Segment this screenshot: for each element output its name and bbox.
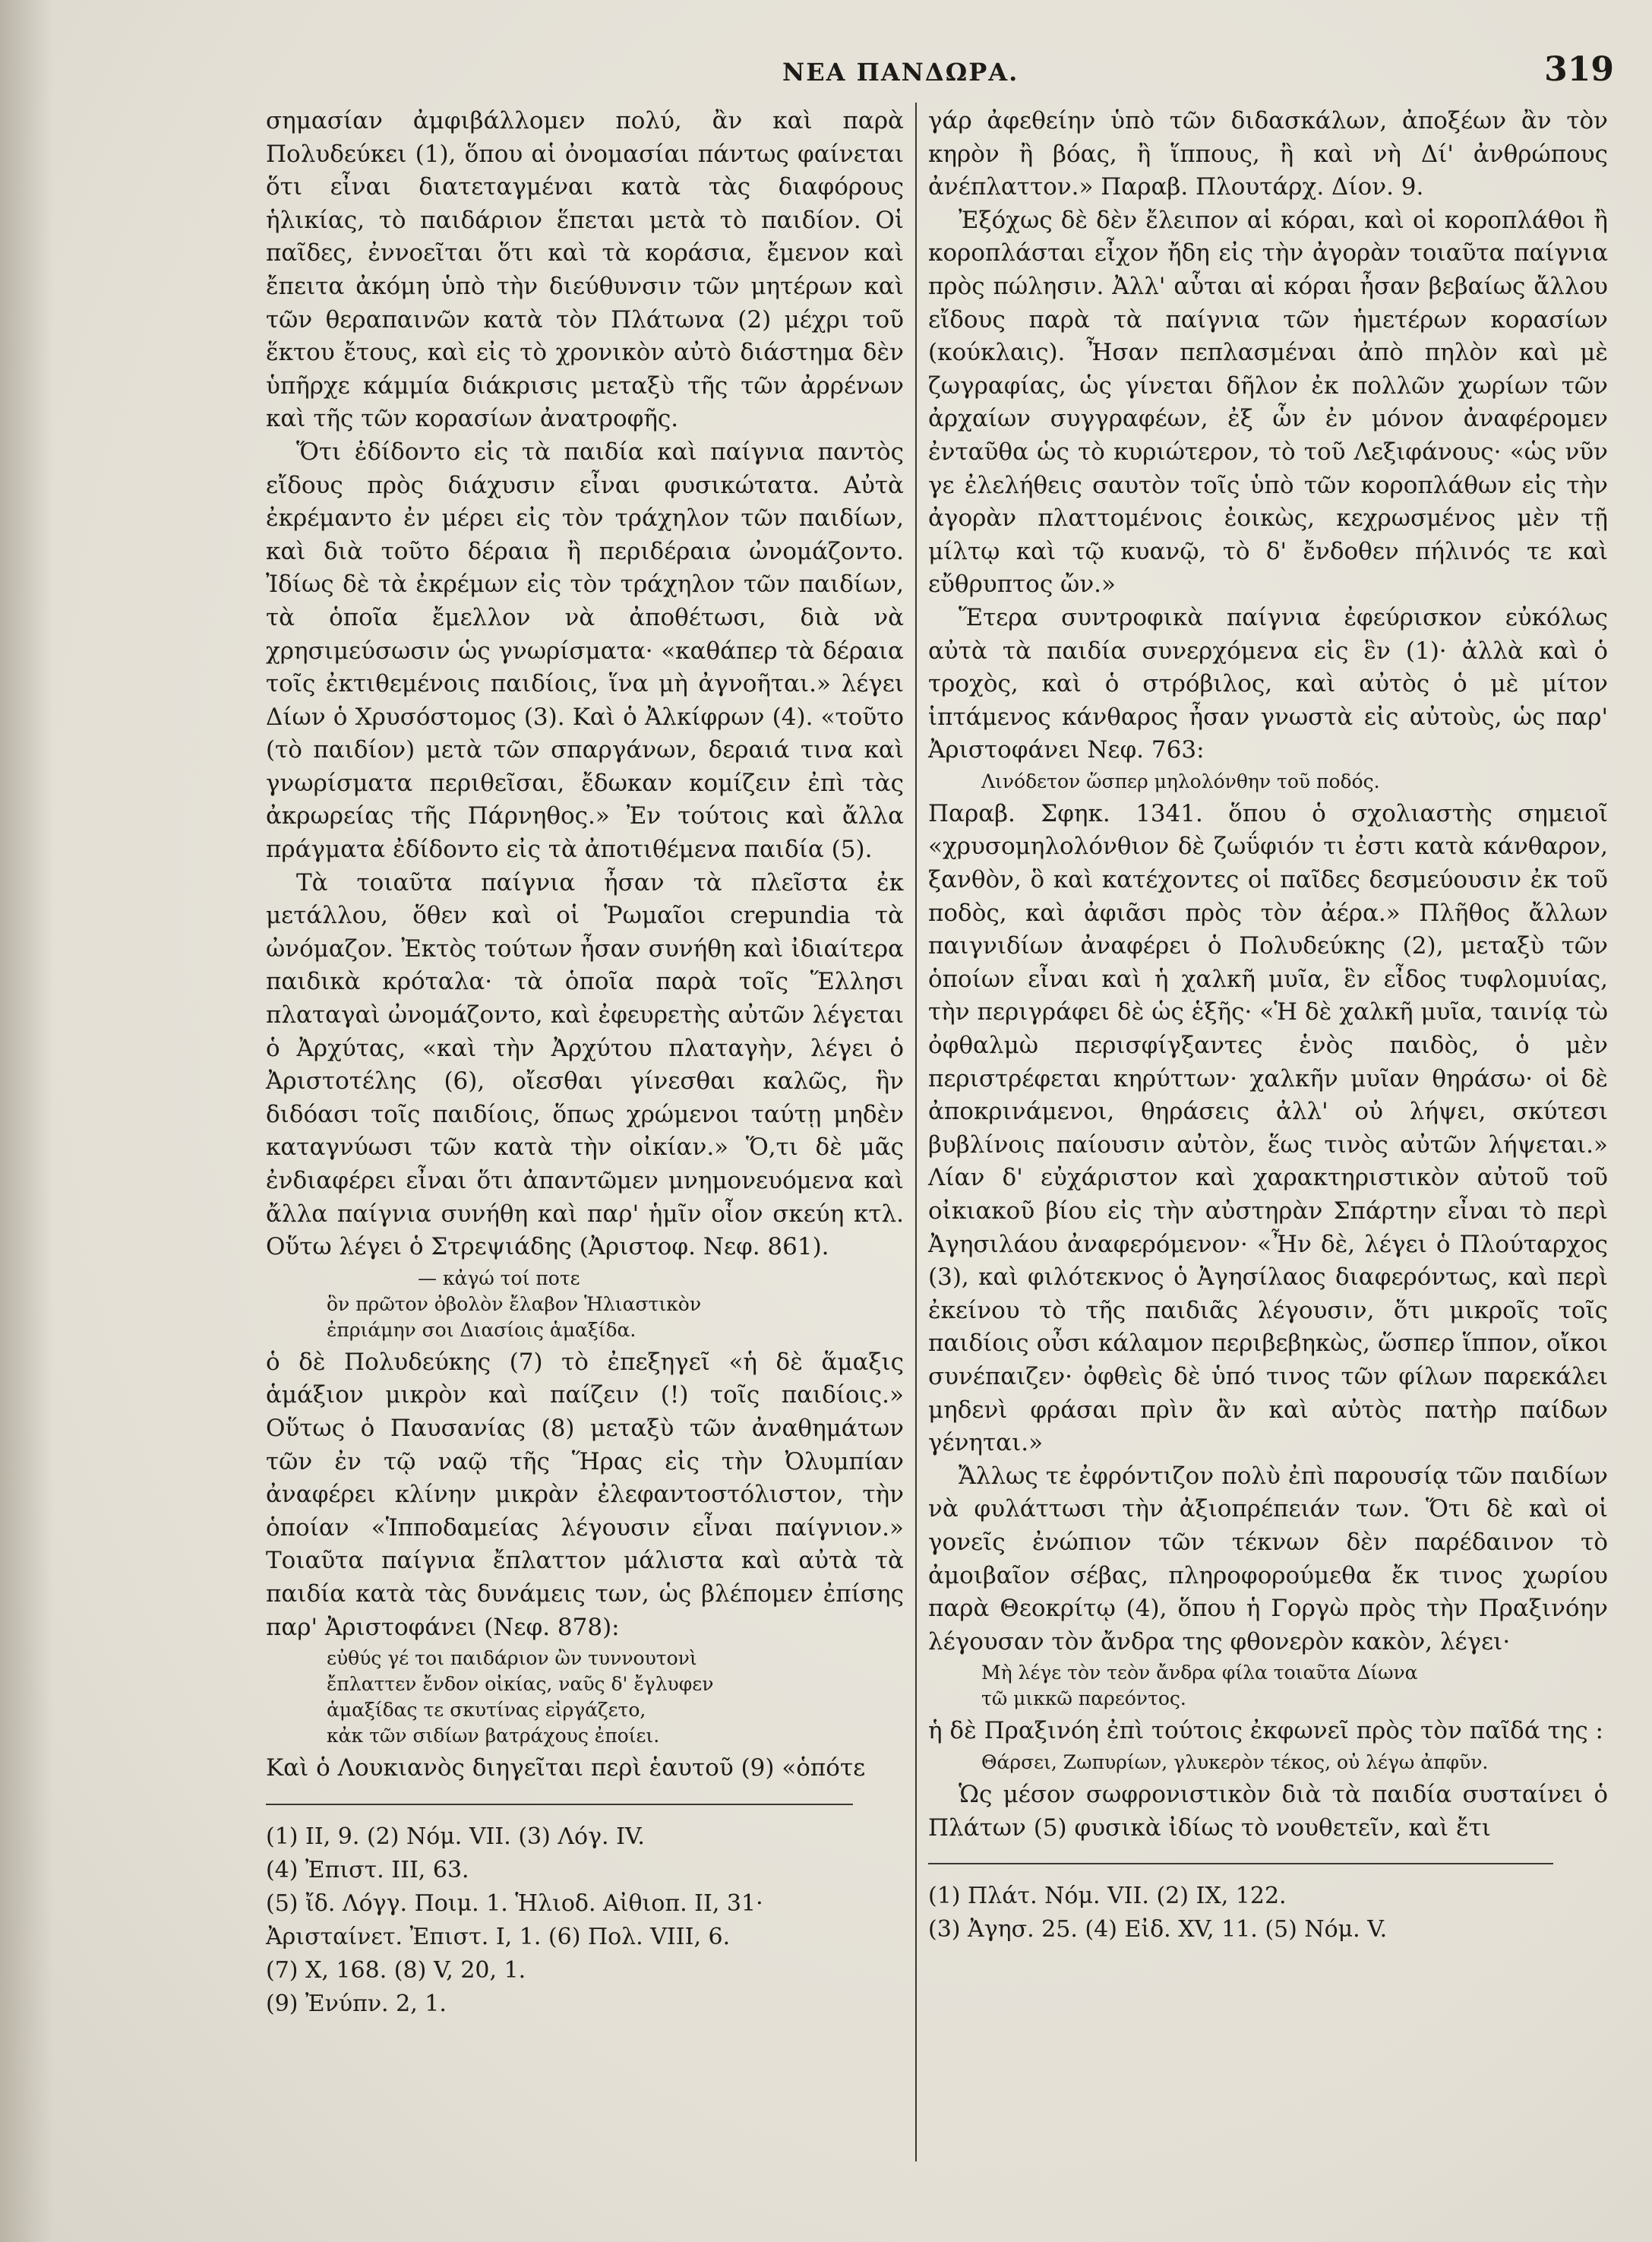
running-title: ΝΕΑ ΠΑΝΔΩΡΑ. <box>782 58 1019 87</box>
verse-line: — κἀγώ τοί ποτε <box>418 1266 580 1289</box>
footnote: (9) Ἐνύπν. 2, 1. <box>266 1990 447 2017</box>
verse-line: Λινόδετον ὥσπερ μηλολόνθην τοῦ ποδός. <box>981 770 1380 792</box>
paragraph: ἡ δὲ Πραξινόη ἐπὶ τούτοις ἐκφωνεῖ πρὸς τὸν παῖδά της : <box>928 1717 1603 1745</box>
footnote: (4) Ἐπιστ. III, 63. <box>266 1856 469 1883</box>
footnote: (7) X, 168. (8) V, 20, 1. <box>266 1956 526 1984</box>
verse-line: ἔπλαττεν ἔνδον οἰκίας, ναῦς δ' ἔγλυφεν <box>327 1673 714 1696</box>
footnotes <box>266 1820 904 2021</box>
verse-line: ἐπριάμην σοι Διασίοις ἁμαξίδα. <box>327 1318 636 1341</box>
verse-quote <box>327 1266 904 1343</box>
footnote-rule <box>928 1863 1553 1864</box>
paragraph: Ἐξόχως δὲ δὲν ἔλειπον αἱ κόραι, καὶ οἱ κοροπλάθοι ἢ κοροπλάσται εἶχον ἤδη εἰς τὴν ἀγορὰν τοιαῦτα παίγνια πρὸς πώλησιν. Ἀλλ' αὗται αἱ κόραι ἦσαν βεβαίως ἄλλου εἴδους παρὰ τὰ παίγνια τῶν ἡμετέρων κορασίων (κούκλαις). Ἦσαν πεπλασμέναι ἀπὸ πηλὸν καὶ μὲ ζωγραφίας, ὡς γίνεται δῆλον ἐκ πολλῶν χωρίων τῶν ἀρχαίων συγγραφέων, ἐξ ὧν ἐν μόνον ἀναφέρομεν ἐνταῦθα ὡς τὸ κυριώτερον, τὸ τοῦ Λεξιφάνους· «ὡς νῦν γε ἐλελήθεις σαυτὸν τοῖς ὑπὸ τῶν κοροπλάθων εἰς τὴν ἀγορὰν πλαττομένοις ἐοικὼς, κεχρωσμένος μὲν τῇ μίλτῳ καὶ τῷ κυανῷ, τὸ δ' ἔνδοθεν πήλινός τε καὶ εὔθρυπτος ὤν.» <box>928 206 1608 599</box>
footnote: (1) Πλάτ. Νόμ. VII. (2) IX, 122. <box>928 1883 1287 1910</box>
page-number: 319 <box>1544 50 1614 89</box>
footnote: (5) ἴδ. Λόγγ. Ποιμ. 1. Ἡλιοδ. Αἰθιοπ. II, 31· Ἀρισταίνετ. Ἐπιστ. I, 1. (6) Πολ. VIII, 6. <box>266 1889 763 1950</box>
verse-line: τῶ μικκῶ παρεόντος. <box>981 1687 1186 1710</box>
verse-line: Μὴ λέγε τὸν τεὸν ἄνδρα φίλα τοιαῦτα Δίωνα <box>981 1662 1418 1684</box>
verse-quote <box>327 1646 904 1749</box>
verse-line: εὐθύς γέ τοι παιδάριον ὢν τυννουτονὶ <box>327 1647 697 1670</box>
footnote: (1) II, 9. (2) Νόμ. VII. (3) Λόγ. IV. <box>266 1823 645 1850</box>
verse-quote <box>981 1750 1608 1776</box>
right-column <box>928 105 1608 1946</box>
verse-line: ἁμαξίδας τε σκυτίνας εἰργάζετο, <box>327 1699 646 1722</box>
footnote-rule <box>266 1804 853 1805</box>
paragraph: Ὅτι ἐδίδοντο εἰς τὰ παιδία καὶ παίγνια παντὸς εἴδους πρὸς διάχυσιν εἶναι φυσικώτατα. Αὐτὰ ἐκρέμαντο ἐν μέρει εἰς τὸν τράχηλον τῶν παιδίων, καὶ διὰ τοῦτο δέραια ἢ περιδέραια ὠνομάζοντο. Ἰδίως δὲ τὰ ἐκρέμων εἰς τὸν τράχηλον τῶν παιδίων, τὰ ὁποῖα ἔμελλον νὰ ἀποθέτωσι, διὰ νὰ χρησιμεύσωσιν ὡς γνωρίσματα· «καθάπερ τὰ δέραια τοῖς ἐκτιθεμένοις παιδίοις, ἵνα μὴ ἀγνοῆται.» λέγει Δίων ὁ Χρυσόστομος (3). Καὶ ὁ Ἀλκίφρων (4). «τοῦτο (τὸ παιδίον) μετὰ τῶν σπαργάνων, δεραιά τινα καὶ γνωρίσματα περιθεῖσαι, ἔδωκαν κομίζειν ἐπὶ τὰς ἀκρωρείας τῆς Πάρνηθος.» Ἐν τούτοις καὶ ἄλλα πράγματα ἐδίδοντο εἰς τὰ ἀποτιθέμενα παιδία (5). <box>266 438 904 864</box>
paragraph: Ὡς μέσον σωφρονιστικὸν διὰ τὰ παιδία συσταίνει ὁ Πλάτων (5) φυσικὰ ἰδίως τὸ νουθετεῖν, καὶ ἔτι <box>928 1780 1608 1842</box>
left-column <box>266 105 904 2021</box>
column-divider <box>915 103 917 2161</box>
paragraph: Τὰ τοιαῦτα παίγνια ἦσαν τὰ πλεῖστα ἐκ μετάλλου, ὅθεν καὶ οἱ Ῥωμαῖοι crepundia τὰ ὠνόμαζον. Ἐκτὸς τούτων ἦσαν συνήθη καὶ ἰδιαίτερα παιδικὰ κρόταλα· τὰ ὁποῖα παρὰ τοῖς Ἕλλησι πλαταγαὶ ὠνομάζοντο, καὶ ἐφευρετὴς αὐτῶν λέγεται ὁ Ἀρχύτας, «καὶ τὴν Ἀρχύτου πλαταγὴν, λέγει ὁ Ἀριστοτέλης (6), οἴεσθαι γίνεσθαι καλῶς, ἣν διδόασι τοῖς παιδίοις, ὅπως χρώμενοι ταύτῃ μηδὲν καταγνύωσι τῶν κατὰ τὴν οἰκίαν.» Ὅ,τι δὲ μᾶς ἐνδιαφέρει εἶναι ὅτι ἀπαντῶμεν μνημονευόμενα καὶ ἄλλα παίγνια συνήθη καὶ παρ' ἡμῖν οἷον σκεύη κτλ. Οὕτω λέγει ὁ Στρεψιάδης (Ἀριστοφ. Νεφ. 861). <box>266 868 904 1261</box>
verse-line: ὃν πρῶτον ὀβολὸν ἔλαβον Ἡλιαστικὸν <box>327 1292 702 1315</box>
verse-line: Θάρσει, Ζωπυρίων, γλυκερὸν τέκος, οὐ λέγω ἀπφῦν. <box>981 1750 1489 1773</box>
paragraph: Ἄλλως τε ἐφρόντιζον πολὺ ἐπὶ παρουσίᾳ τῶν παιδίων νὰ φυλάττωσι τὴν ἀξιοπρέπειάν των. Ὅτι δὲ καὶ οἱ γονεῖς ἐνώπιον τῶν τέκνων δὲν παρέδαινον τὸ ἀμοιβαῖον σέβας, πληροφορούμεθα ἔκ τινος χωρίου παρὰ Θεοκρίτῳ (4), ὅπου ἡ Γοργὼ πρὸς τὴν Πραξινόην λέγουσαν τὸν ἄνδρα της φθονερὸν κακὸν, λέγει· <box>928 1462 1608 1655</box>
paragraph: Καὶ ὁ Λουκιανὸς διηγεῖται περὶ ἑαυτοῦ (9) «ὁπότε <box>266 1754 866 1782</box>
verse-line: κἀκ τῶν σιδίων βατράχους ἐποίει. <box>327 1725 660 1747</box>
paragraph: γάρ ἀφεθείην ὑπὸ τῶν διδασκάλων, ἀποξέων ἂν τὸν κηρὸν ἢ βόας, ἢ ἵππους, ἢ καὶ νὴ Δί' ἀνθρώπους ἀνέπλαττον.» Παραβ. Πλουτάρχ. Δίον. 9. <box>928 107 1608 201</box>
verse-quote <box>981 769 1608 795</box>
verse-quote <box>981 1660 1608 1712</box>
footnote: (3) Ἀγησ. 25. (4) Εἰδ. XV, 11. (5) Νόμ. V. <box>928 1916 1388 1943</box>
paragraph: σημασίαν ἀμφιβάλλομεν πολύ, ἂν καὶ παρὰ Πολυδεύκει (1), ὅπου αἱ ὀνομασίαι πάντως φαίνεται ὅτι εἶναι διατεταγμέναι κατὰ τὰς διαφόρους ἡλικίας, τὸ παιδάριον ἕπεται μετὰ τὸ παιδίον. Οἱ παῖδες, ἐννοεῖται ὅτι καὶ τὰ κοράσια, ἔμενον καὶ ἔπειτα ἀκόμη ὑπὸ τὴν διεύθυνσιν τῶν μητέρων καὶ τῶν θεραπαινῶν κατὰ τὸν Πλάτωνα (2) μέχρι τοῦ ἕκτου ἔτους, καὶ εἰς τὸ χρονικὸν αὐτὸ διάστημα δὲν ὑπῆρχε κάμμία διάκρισις μεταξὺ τῆς τῶν ἀρρένων καὶ τῆς τῶν κορασίων ἀνατροφῆς. <box>266 107 904 433</box>
paragraph: Παραβ. Σφηκ. 1341. ὅπου ὁ σχολιαστὴς σημειοῖ «χρυσομηλολόνθιον δὲ ζωΰφιόν τι ἐστι κατὰ κάνθαρον, ξανθὸν, ὃ καὶ κατέχοντες οἱ παῖδες δεσμεύουσιν ἐκ τοῦ ποδὸς, καὶ ἀφιᾶσι πρὸς τὸν ἀέρα.» Πλῆθος ἄλλων παιγνιδίων ἀναφέρει ὁ Πολυδεύκης (2), μεταξὺ τῶν ὁποίων εἶναι καὶ ἡ χαλκῆ μυῖα, ἓν εἶδος τυφλομυίας, τὴν περιγράφει δὲ ὡς ἑξῆς· «Ἡ δὲ χαλκῆ μυῖα, ταινίᾳ τὼ ὀφθαλμὼ περισφίγξαντες ἑνὸς παιδὸς, ὁ μὲν περιστρέφεται κηρύττων· χαλκῆν μυῖαν θηράσω· οἱ δὲ ἀποκρινάμενοι, θηράσεις ἀλλ' οὐ λήψει, σκύτεσι βυβλίνοις παίουσιν αὐτὸν, ἕως τινὸς αὐτῶν λήψεται.» Λίαν δ' εὐχάριστον καὶ χαρακτηριστικὸν αὐτοῦ τοῦ οἰκιακοῦ βίου εἰς τὴν αὐστηρὰν Σπάρτην εἶναι τὸ περὶ Ἀγησιλάου ἀναφερόμενον· «Ἦν δὲ, λέγει ὁ Πλούταρχος (3), καὶ φιλότεκνος ὁ Ἀγησίλαος διαφερόντως, καὶ περὶ ἐκείνου τὸ τῆς παιδιᾶς λέγουσιν, ὅτι μικροῖς τοῖς παιδίοις οὖσι κάλαμον περιβεβηκὼς, ὥσπερ ἵππον, οἴκοι συνέπαιζεν· ὀφθεὶς δὲ ὑπό τινος τῶν φίλων παρεκάλει μηδενὶ φράσαι πρὶν ἂν καὶ αὐτὸς πατὴρ παίδων γένηται.» <box>928 799 1608 1457</box>
page-header <box>0 44 1652 97</box>
paragraph: Ἕτερα συντροφικὰ παίγνια ἐφεύρισκον εὐκόλως αὐτὰ τὰ παιδία συνερχόμενα εἰς ἓν (1)· ἀλλὰ καὶ ὁ τροχὸς, καὶ ὁ στρόβιλος, καὶ αὐτὸς ὁ μὲ μίτον ἱπτάμενος κάνθαρος ἦσαν γνωστὰ εἰς αὐτοὺς, ὡς παρ' Ἀριστοφάνει Νεφ. 763: <box>928 603 1608 764</box>
binding-shadow <box>0 0 53 2242</box>
footnotes <box>928 1880 1608 1946</box>
paragraph: ὁ δὲ Πολυδεύκης (7) τὸ ἐπεξηγεῖ «ἡ δὲ ἅμαξις ἁμάξιον μικρὸν καὶ παίζειν (!) τοῖς παιδίοις.» Οὕτως ὁ Παυσανίας (8) μεταξὺ τῶν ἀναθημάτων τῶν ἐν τῷ ναῷ τῆς Ἥρας εἰς τὴν Ὀλυμπίαν ἀναφέρει κλίνην μικρὰν ἐλεφαντοστόλιστον, τὴν ὁποίαν «Ἱπποδαμείας λέγουσιν εἶναι παίγνιον.» Τοιαῦτα παίγνια ἔπλαττον μάλιστα καὶ αὐτὰ τὰ παιδία κατὰ τὰς δυνάμεις των, ὡς βλέπομεν ἐπίσης παρ' Ἀριστοφάνει (Νεφ. 878): <box>266 1348 904 1641</box>
